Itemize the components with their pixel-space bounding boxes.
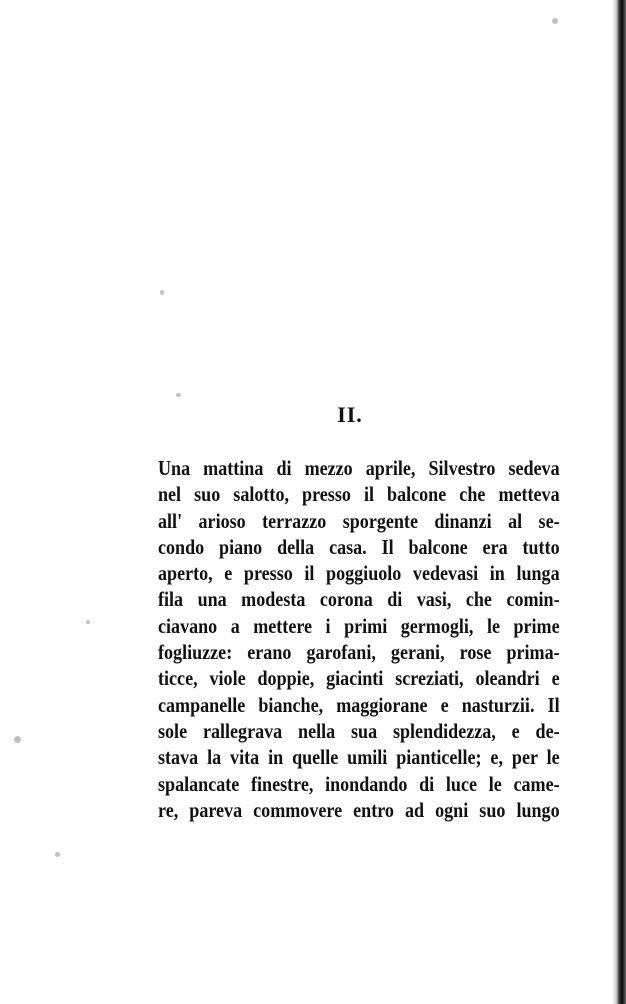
text-line: fila una modesta corona di vasi, che comin- [158, 587, 560, 612]
chapter-heading: II. [337, 402, 363, 427]
text-line: stava la vita in quelle umili pianticelle; e, per le [158, 745, 560, 770]
text-line: spalancate finestre, inondando di luce le came- [158, 771, 560, 796]
text-line: sole rallegrava nella sua splendidezza, e de- [158, 718, 560, 743]
scan-speck [86, 620, 90, 624]
page-edge-shadow [612, 0, 626, 1004]
text-line: campanelle bianche, maggiorane e nasturzii. Il [158, 692, 560, 717]
text-line: fogliuzze: erano garofani, gerani, rose prima- [158, 640, 560, 665]
body-text [158, 455, 560, 823]
text-line: Una mattina di mezzo aprile, Silvestro sedeva [158, 456, 560, 480]
scan-speck [14, 736, 21, 743]
text-line: all' arioso terrazzo sporgente dinanzi al se- [158, 508, 560, 533]
scan-speck [160, 290, 164, 295]
text-line: nel suo salotto, presso il balcone che metteva [158, 482, 560, 507]
text-line: re, pareva commovere entro ad ogni suo lungo [158, 797, 560, 822]
scan-speck [176, 393, 181, 397]
text-line: condo piano della casa. Il balcone era tutto [158, 534, 560, 559]
scan-speck [552, 18, 558, 24]
text-line: ciavano a mettere i primi germogli, le prime [158, 613, 560, 638]
text-line: ticce, viole doppie, giacinti screziati, oleandri e [158, 666, 560, 691]
text-line: aperto, e presso il poggiuolo vedevasi in lunga [158, 561, 560, 586]
scan-speck [55, 852, 60, 857]
